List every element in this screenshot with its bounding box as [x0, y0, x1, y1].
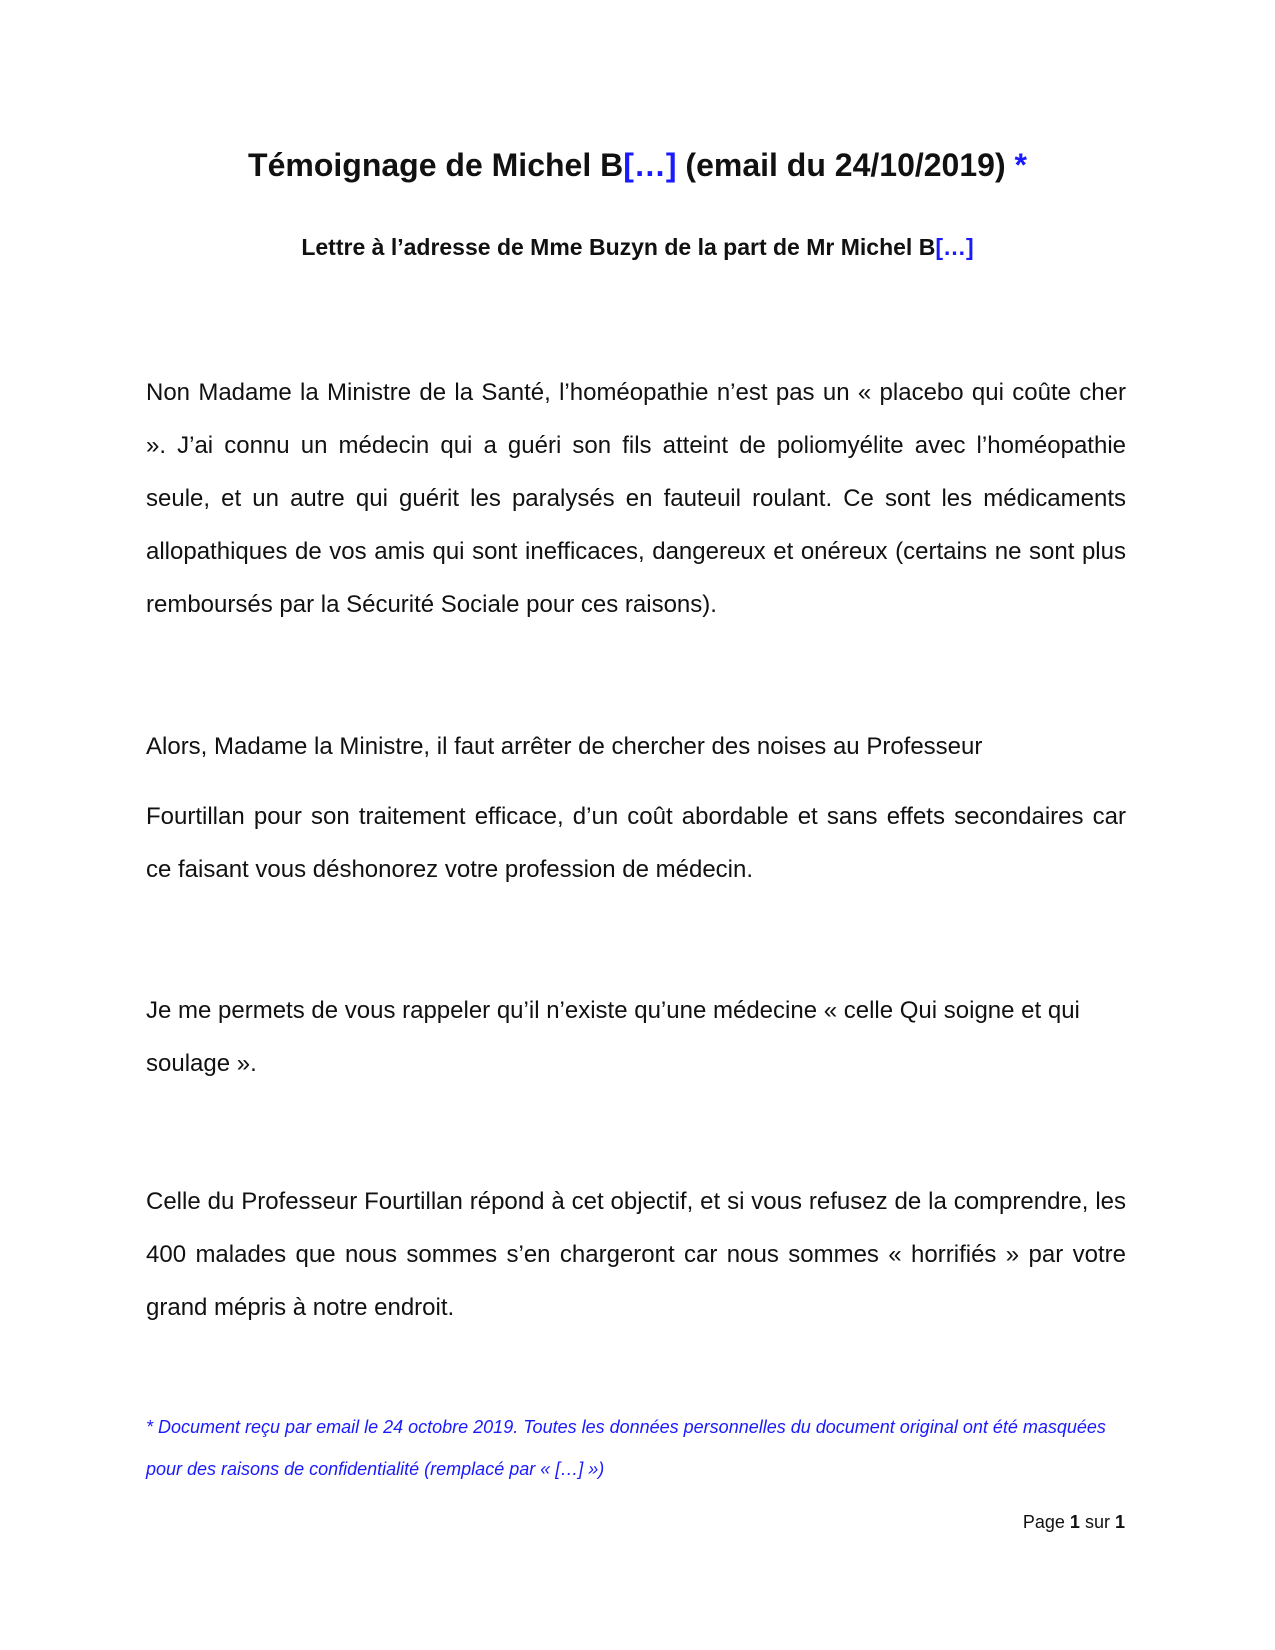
paragraph-3: Je me permets de vous rappeler qu’il n’existe qu’une médecine « celle Qui soigne et qui soulage ».	[146, 997, 1080, 1077]
page-label: Page	[1022, 1512, 1065, 1532]
paragraph-2-line-1: Alors, Madame la Ministre, il faut arrêter de chercher des noises au Professeur	[146, 733, 983, 760]
page-separator: sur	[1084, 1512, 1110, 1532]
document-subtitle	[100, 232, 1175, 262]
title-asterisk: *	[1014, 147, 1027, 183]
title-prefix: Témoignage de Michel B	[248, 147, 624, 183]
paragraph-1: Non Madame la Ministre de la Santé, l’homéopathie n’est pas un « placebo qui coûte cher ». J’ai connu un médecin qui a guéri son fils atteint de poliomyélite avec l’homéopathie seule, et un autre qui guérit les paralysés en fauteuil roulant. Ce sont les médicaments allopathiques de vos amis qui sont inefficaces, dangereux et onéreux (certains ne sont plus remboursés par la Sécurité Sociale pour ces raisons).	[146, 379, 1126, 618]
page-current: 1	[1069, 1512, 1080, 1532]
page-total: 1	[1114, 1512, 1125, 1532]
paragraph-2-line-2: Fourtillan pour son traitement efficace, d’un coût abordable et sans effets secondaires car ce faisant vous déshonorez votre profession de médecin.	[146, 803, 1126, 883]
title-redacted: […]	[623, 147, 677, 183]
subtitle-redacted: […]	[935, 234, 974, 260]
page-number	[1023, 1510, 1125, 1534]
footnote: * Document reçu par email le 24 octobre 2019. Toutes les données personnelles du document original ont été masquées pour des raisons de confidentialité (remplacé par « […] »)	[146, 1417, 1106, 1479]
document-title	[100, 145, 1175, 185]
subtitle-prefix: Lettre à l’adresse de Mme Buzyn de la part de Mr Michel B	[301, 234, 936, 260]
paragraph-4: Celle du Professeur Fourtillan répond à cet objectif, et si vous refusez de la comprendre, les 400 malades que nous sommes s’en chargeront car nous sommes « horrifiés » par votre grand mépris à notre endroit.	[146, 1188, 1126, 1321]
title-suffix: (email du 24/10/2019)	[676, 147, 1015, 183]
